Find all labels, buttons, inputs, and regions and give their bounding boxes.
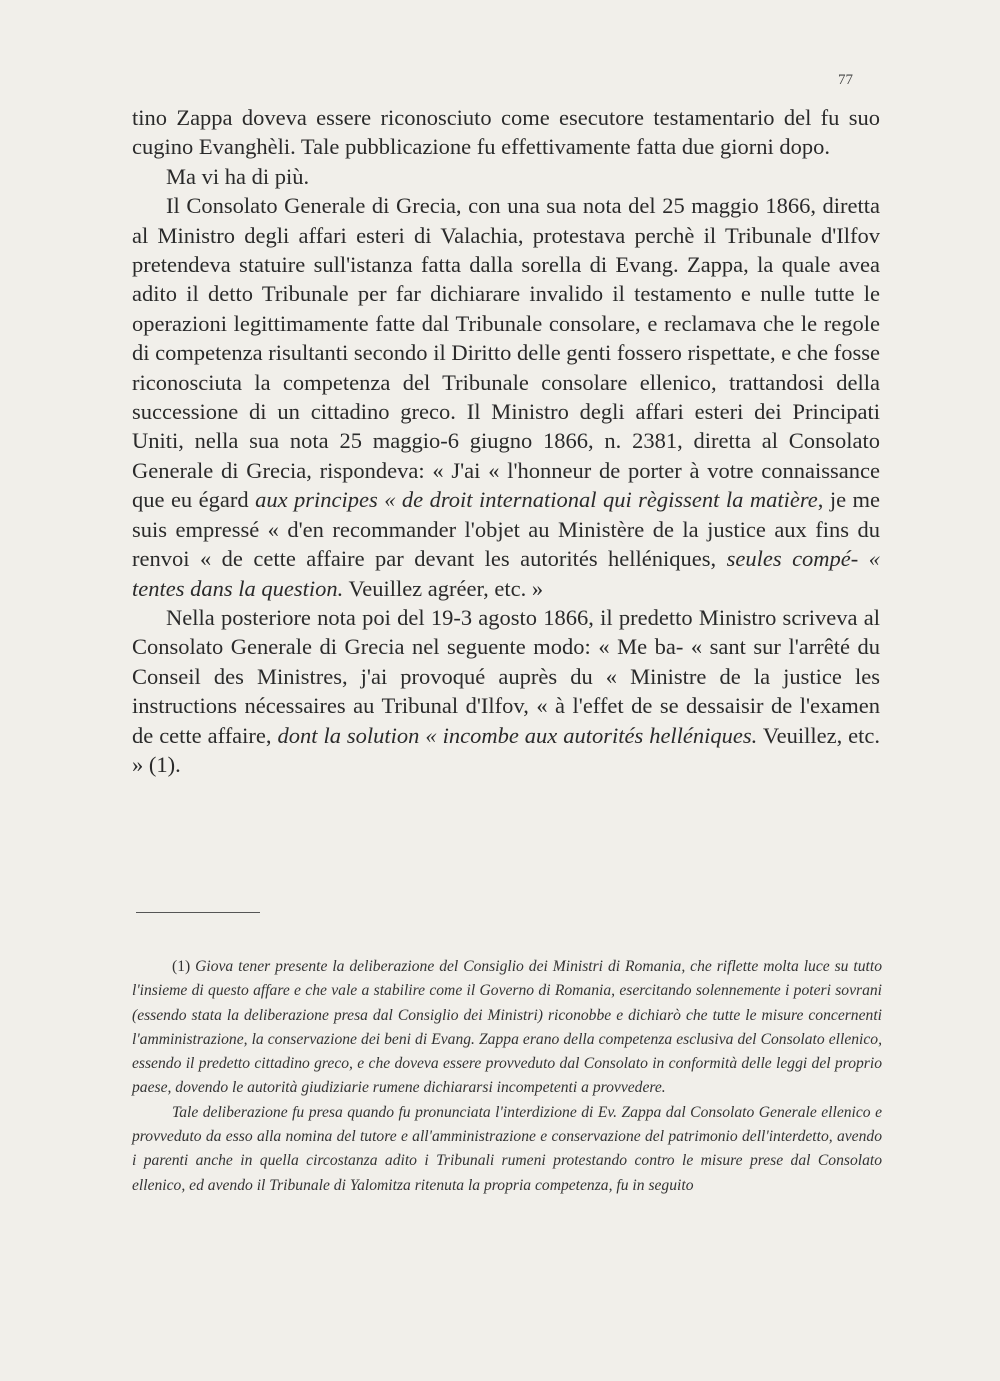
paragraph-3-text: Il Consolato Generale di Grecia, con una sua nota del 25 maggio 1866, diretta al Ministro degli affari esteri di Valachia, protestava perchè il Tribunale d'Ilfov pretendeva statuire sull'istanza fatta dalla sorella di Evang. Zappa, la quale avea adito il detto Tribunale per far dichiarare invalido il testamento e nulle tutte le operazioni legittimamente fatte dal Tribunale consolare, e reclamava che le regole di competenza risultanti secondo il Diritto delle genti fossero rispettate, e che fosse riconosciuta la competenza del Tribunale consolare ellenico, trattandosi della successione di un cittadino greco. Il Ministro degli affari esteri dei Principati Uniti, nella sua nota 25 maggio-6 giugno 1866, n. 2381, diretta al Consolato Generale di Grecia, rispondeva: « J'ai « l'honneur de porter à votre connaissance que eu égard (132, 193, 880, 513)
paragraph-4-end: Veuillez, etc. » (1). (132, 722, 881, 777)
paragraph-3 (132, 191, 880, 603)
page-number: 77 (838, 72, 853, 88)
paragraph-2: Ma vi ha di più. (166, 163, 310, 189)
paragraph-3-italic-1: aux principes « de droit international qui règissent la matière (255, 487, 818, 513)
paragraph-4-text: Nella posteriore nota poi del 19-3 agosto 1866, il predetto Ministro scriveva al Consolato Generale di Grecia nel seguente modo: « Me ba- « sant sur l'arrêté du Conseil des Ministres, j'ai provoqué auprès du « Ministre de la justice les instructions nécessaires au Tribunal d'Ilfov, « à l'effet de se dessaisir de l'examen de cette affaire, (132, 604, 880, 748)
paragraph-4-italic: dont la solution « incombe aux autorités helléniques. (277, 722, 758, 748)
paragraph-3-italic-2: seules compé- « tentes dans la question. (132, 546, 881, 601)
paragraph-3-middle: , je me suis empressé « d'en recommander l'objet au Ministère de la justice aux fins du renvoi « de cette affaire par devant les autorités helléniques, (132, 487, 881, 572)
footnote-marker: (1) (172, 958, 191, 975)
footnote-2: Tale deliberazione fu presa quando fu pronunciata l'interdizione di Ev. Zappa dal Consolato Generale ellenico e provveduto da esso alla nomina del tutore e all'amministrazione e conservazione del patrimonio dell'interdetto, avendo i parenti anche in quella circostanza adito i Tribunali rumeni protestando contro le misure prese dal Consolato ellenico, ed avendo il Tribunale di Yalomitza ritenuta la propria competenza, fu in seguito (132, 1103, 882, 1194)
footnote-1 (132, 955, 882, 1101)
paragraph-1: tino Zappa doveva essere riconosciuto come esecutore testamentario del fu suo cugino Evanghèli. Tale pubblicazione fu effettivamente fatta due giorni dopo. (132, 105, 880, 160)
footnote-divider (136, 912, 260, 913)
body-text (132, 103, 880, 779)
paragraph-4 (132, 603, 880, 779)
footnote-1-text: Giova tener presente la deliberazione del Consiglio dei Ministri di Romania, che riflette molta luce su tutto l'insieme di questo affare e che vale a stabilire come il Governo di Romania, esercitando solennemente i poteri sovrani (essendo stata la deliberazione presa dal Consiglio dei Ministri) riconobbe e dichiarò che tutte le misure concernenti l'amministrazione, la conservazione dei beni di Evang. Zappa erano della competenza esclusiva del Consolato ellenico, essendo il predetto cittadino greco, e che doveva essere provveduto dal Consolato in conformità delle leggi del proprio paese, dovendo le autorità giudiziarie rumene dichiararsi incompetenti a provvedere. (132, 958, 882, 1097)
footnotes (132, 955, 882, 1198)
paragraph-3-end: Veuillez agréer, etc. » (343, 575, 544, 601)
